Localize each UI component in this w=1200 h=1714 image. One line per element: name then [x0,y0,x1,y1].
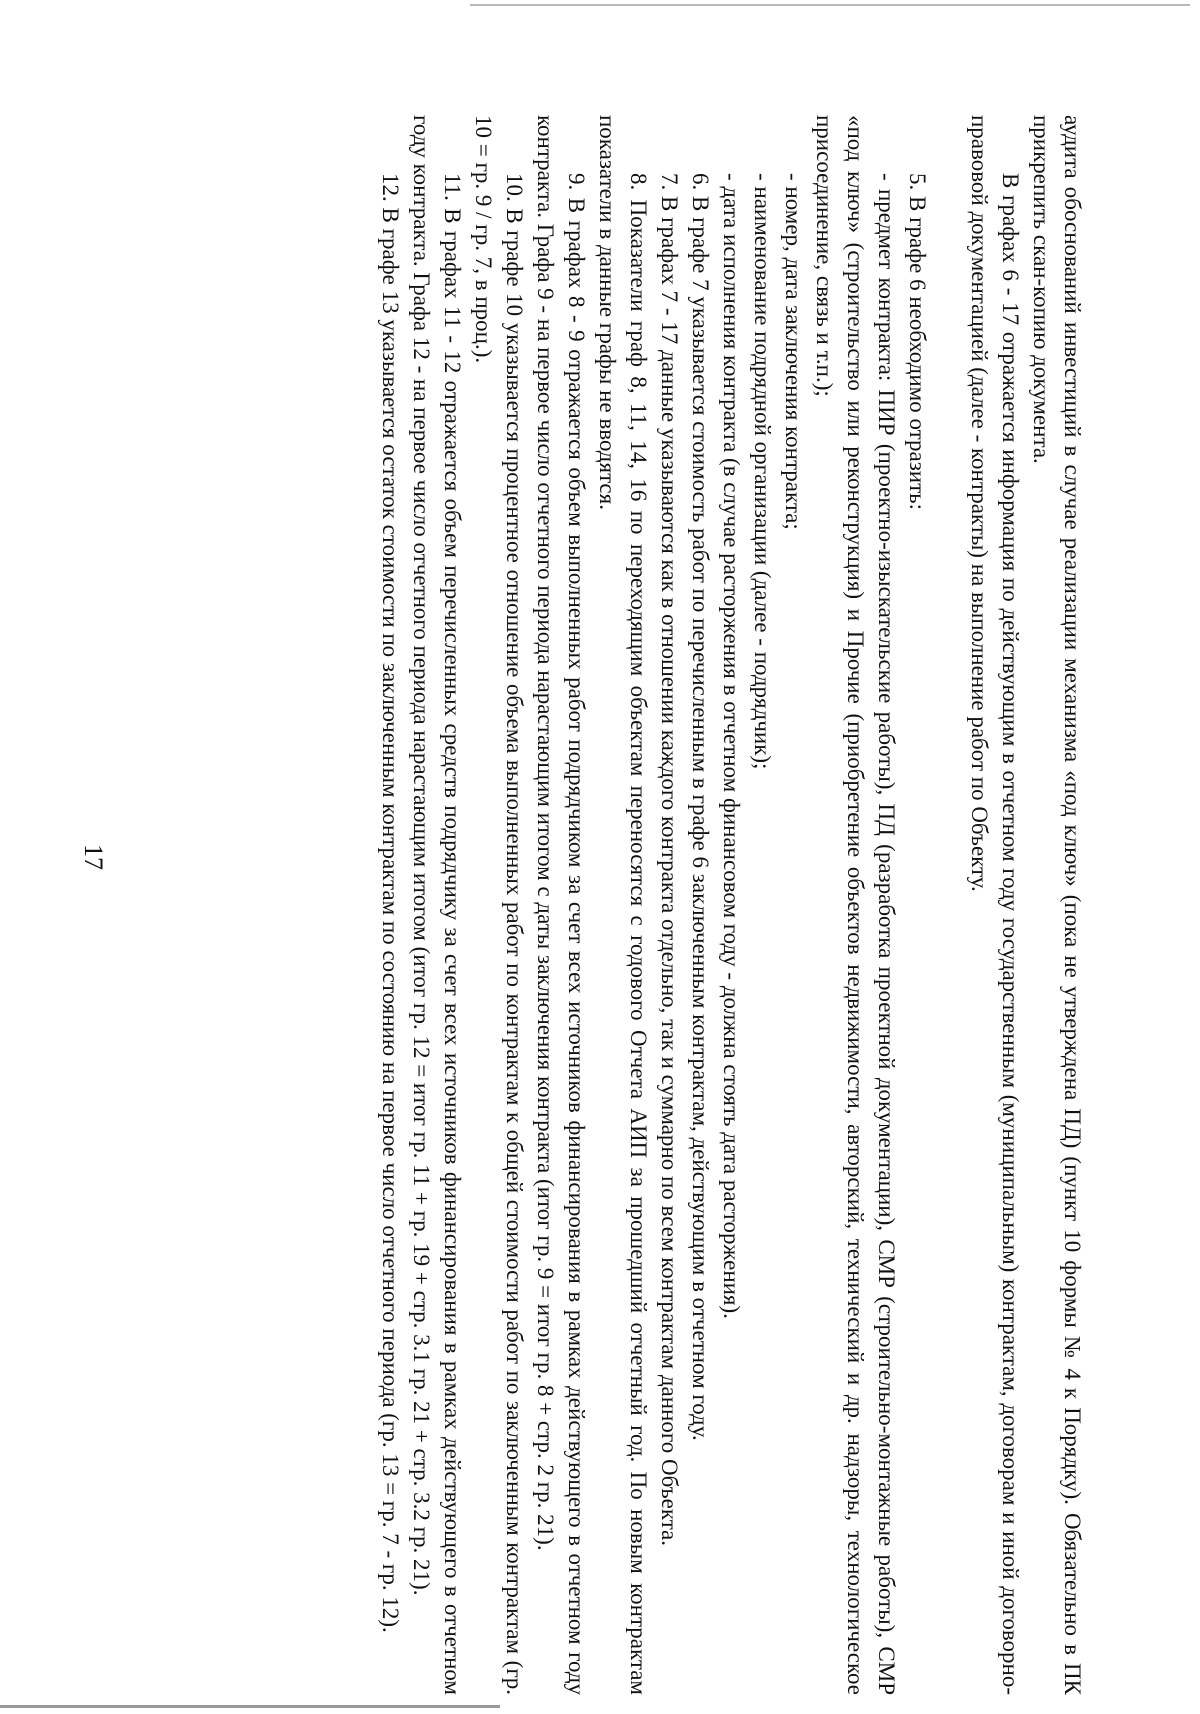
paragraph: - дата исполнения контракта (в случае расторжения в отчетном финансовом году - должна стоять дата расторжения). [719,173,744,1319]
paragraph: - номер, дата заключения контракта; [781,173,806,530]
page-edge-bottom [0,1705,500,1708]
paragraph: В графах 6 - 17 отражается информация по действующим в отчетном году государственным (муниципальным) контрактам, договорам и иной договорно-правовой документацией (далее - контракты) на выполнение работ по Объекту. [967,115,1023,1695]
paragraph: 11. В графах 11 - 12 отражается объем перечисленных средств подрядчику за счет всех источников финансирования в рамках действующего в отчетном году контракта. Графа 12 - на первое число отчетного периода нарастающим итогом (итог гр. 12 = итог гр. 11 + гр. 19 + стр. 3.1 гр. 21 + стр. 3.2 гр. 21). [409,115,465,1695]
paragraph: 7. В графах 7 - 17 данные указываются как в отношении каждого контракта отдельно, так и суммарно по всем контрактам данного Объекта. [657,173,682,1546]
paragraph: аудита обоснований инвестиций в случае реализации механизма «под ключ» (пока не утверждена ПД) (пункт 10 формы № 4 к Порядку). Обязательно в ПК прикрепить скан-копию документа. [1029,115,1085,1695]
page-number: 17 [79,844,108,870]
paragraph: 10. В графе 10 указывается процентное отношение объема выполненных работ по контрактам к общей стоимости работ по заключенным контрактам (гр. 10 = гр. 9 / гр. 7, в проц.). [471,115,527,1695]
paragraph: 9. В графах 8 - 9 отражается объем выполненных работ подрядчиком за счет всех источников финансирования в рамках действующего в отчетном году контракта. Графа 9 - на первое число отчетного периода нарастающим итогом с даты заключения контракта (итог гр. 9 = итог гр. 8 + стр. 2 гр. 21). [533,115,589,1695]
document-body [375,115,1088,1695]
paragraph: 8. Показатели граф 8, 11, 14, 16 по переходящим объектам переносятся с годового Отчета АИП за прошедший отчетный год. По новым контрактам показатели в данные графы не вводятся. [595,115,651,1695]
page-edge-top [470,4,1190,6]
paragraph: 12. В графе 13 указывается остаток стоимости по заключенным контрактам по состоянию на первое число отчетного периода (гр. 13 = гр. 7 - гр. 12). [378,173,403,1633]
paragraph: 5. В графе 6 необходимо отразить: [905,173,930,511]
paragraph: 6. В графе 7 указывается стоимость работ по перечисленным в графе 6 заключенным контрактам, действующим в отчетном году. [688,173,713,1441]
paragraph: - предмет контракта: ПИР (проектно-изыскательские работы), ПД (разработка проектной документации), СМР (строительно-монтажные работы), СМР «под ключ» (строительство или реконструкция) и Прочие (приобретение объектов недвижимости, авторский, технический и др. надзоры, технологическое присоединение, связь и т.п.); [812,115,899,1695]
paragraph: - наименование подрядной организации (далее - подрядчик); [750,173,775,770]
